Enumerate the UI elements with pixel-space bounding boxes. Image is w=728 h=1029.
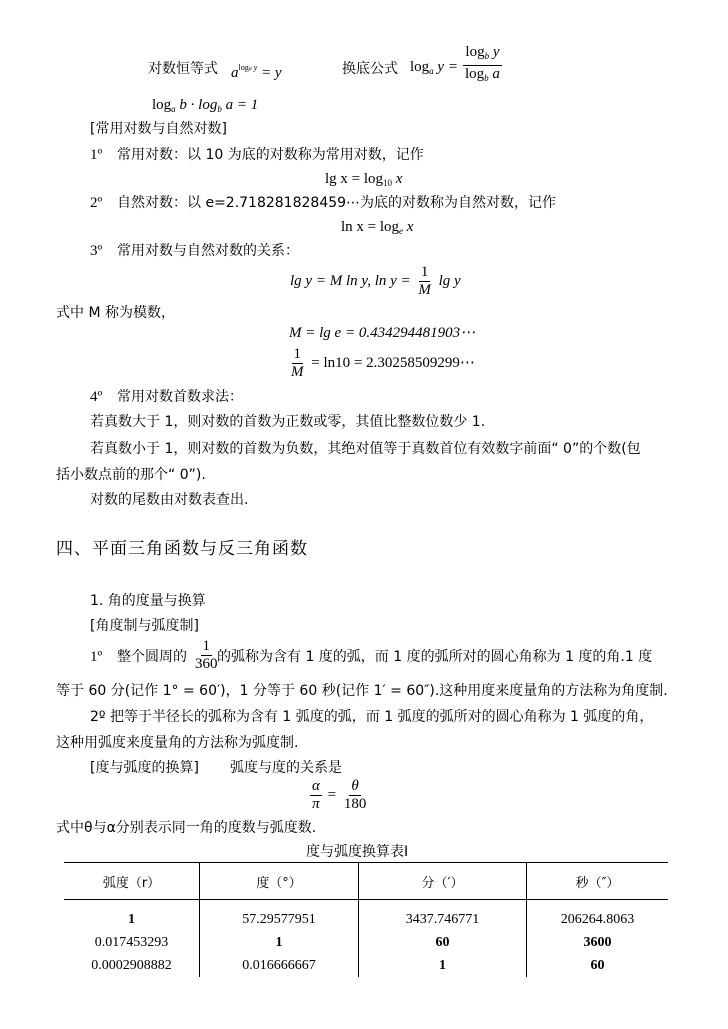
item2-marker: 2º: [90, 195, 103, 211]
identity-base: a: [231, 65, 239, 81]
item4-marker: 4º: [90, 389, 103, 405]
degree-radian-bracket: [角度制与弧度制]: [90, 618, 199, 634]
identity-exponent: loga y: [238, 63, 258, 72]
table-cell: 3600: [527, 931, 669, 954]
conversion-note: 式中θ与α分别表示同一角的度数与弧度数.: [56, 820, 317, 836]
table-cell: 3437.746771: [359, 900, 527, 932]
p2-line1: 2º 把等于半径长的弧称为含有 1 弧度的弧，而 1 弧度的弧所对的圆心角称为 1 弧度的角，: [90, 709, 654, 725]
p1-line2: 等于 60 分(记作 1° = 60′)，1 分等于 60 秒(记作 1′ = 60″).这种用度来度量角的方法称为角度制.: [56, 683, 668, 699]
item1-formula: $\lg x = \log_{10} x$: [325, 171, 403, 188]
change-base-fraction: [461, 44, 504, 87]
modulus-text: 式中 M 称为模数，: [56, 305, 175, 321]
table-cell: 0.016666667: [200, 954, 359, 977]
header-minute: 分（′）: [359, 863, 527, 900]
change-base-label: 换底公式: [342, 61, 398, 77]
characteristic-rule-1: 若真数大于 1，则对数的首数为正数或零，其值比整数位数少 1.: [90, 414, 486, 430]
modulus-formula: M = lg e = 0.434294481903⋯: [289, 325, 476, 341]
p1-text-b: 的弧称为含有 1 度的弧，而 1 度的弧所对的圆心角称为 1 度的角.1 度: [217, 649, 653, 665]
identity-label: 对数恒等式: [148, 61, 218, 77]
table-cell: 60: [527, 954, 669, 977]
item1-text: 常用对数：以 10 为底的对数称为常用对数，记作: [117, 147, 424, 163]
inverse-frac-denominator: M: [291, 364, 304, 380]
item2-formula: $\ln x = \log_e x$: [341, 219, 414, 236]
item3-frac-numerator: 1: [420, 264, 429, 280]
item3-formula: lg y = M ln y, ln y = $\frac{1}{M}$ lg y: [290, 264, 461, 298]
change-base-lhs: $\log_a y$ =: [410, 59, 458, 76]
table-cell: 57.29577951: [200, 900, 359, 932]
p1-marker: 1º: [90, 649, 103, 665]
p1-text-a: 整个圆周的: [117, 649, 187, 665]
header-radian: 弧度（r）: [64, 863, 200, 900]
mantissa-note: 对数的尾数由对数表查出.: [90, 492, 249, 508]
conversion-formula: $\frac{\alpha}{\pi}$ = $\frac{\theta}{180}$: [312, 778, 367, 812]
item3-marker: 3º: [90, 243, 103, 259]
p1-fraction: $\frac{1}{360}$: [195, 638, 218, 672]
table-cell: 1: [128, 911, 135, 927]
angle-measure-subheading: 1. 角的度量与换算: [90, 593, 206, 609]
product-formula: $\log_a b \cdot \log_b a = 1$: [152, 97, 259, 114]
item3-frac-denominator: M: [418, 282, 431, 298]
table-row: [64, 931, 668, 954]
header-second: 秒（″）: [527, 863, 669, 900]
identity-formula: [231, 59, 282, 82]
conversion-text: 弧度与度的关系是: [230, 760, 342, 776]
conversion-table: [64, 862, 668, 977]
table-cell: 1: [200, 931, 359, 954]
inverse-frac-numerator: 1: [293, 346, 301, 362]
table-cell: 206264.8063: [527, 900, 669, 932]
conversion-label: [度与弧度的换算]: [90, 760, 199, 776]
table-row: [64, 954, 668, 977]
item3-text: 常用对数与自然对数的关系：: [117, 243, 299, 259]
characteristic-rule-2-line1: 若真数小于 1，则对数的首数为负数，其绝对值等于真数首位有效数字前面“ 0”的个数(包: [90, 441, 641, 457]
change-base-numerator: $\log_b y$: [463, 44, 501, 66]
identity-rhs: = y: [261, 65, 282, 81]
table-cell: 60: [359, 931, 527, 954]
section-heading: 四、平面三角函数与反三角函数: [56, 539, 308, 559]
p2-line2: 这种用弧度来度量角的方法称为弧度制.: [56, 735, 299, 751]
item1-marker: 1º: [90, 147, 103, 163]
common-natural-subheading: [常用对数与自然对数]: [90, 121, 227, 137]
change-base-denominator: $\log_b a$: [465, 66, 500, 83]
table-cell: 0.0002908882: [91, 957, 172, 973]
item4-text: 常用对数首数求法：: [117, 389, 243, 405]
item2-text: 自然对数：以 e=2.718281828459⋯为底的对数称为自然对数，记作: [117, 195, 557, 211]
header-degree: 度（°）: [200, 863, 359, 900]
table-row: [64, 900, 668, 932]
characteristic-rule-2-line2: 括小数点前的那个“ 0”).: [56, 467, 206, 483]
table-title: 度与弧度换算表Ⅰ: [306, 844, 409, 860]
table-cell: 0.017453293: [94, 934, 169, 950]
table-cell: 1: [359, 954, 527, 977]
table-header-row: [64, 863, 668, 900]
inverse-modulus-formula: $\frac{1}{M}$ = ln10 = 2.30258509299⋯: [291, 346, 475, 380]
